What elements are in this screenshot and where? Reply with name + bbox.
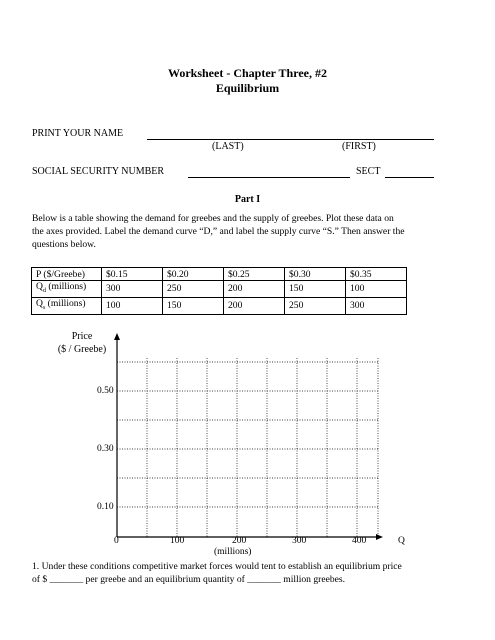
worksheet-subtitle: Equilibrium	[215, 81, 280, 95]
table-cell: $0.30	[285, 268, 346, 281]
table-cell: 150	[163, 297, 224, 314]
axes	[114, 333, 383, 540]
question-1	[32, 560, 465, 586]
y-axis-arrow-icon	[114, 333, 120, 340]
x-axis-unit: (millions)	[214, 547, 252, 557]
table-cell: 250	[285, 297, 346, 314]
table-cell: 100	[346, 281, 407, 298]
table-cell: 200	[224, 297, 285, 314]
table-cell: 100	[102, 297, 163, 314]
table-cell: $0.20	[163, 268, 224, 281]
y-axis-unit: ($ / Greebe)	[57, 344, 107, 355]
instructions-line-1: Below is a table showing the demand for greebes and the supply of greebes. Plot these data on	[32, 213, 394, 224]
first-name-caption: (FIRST)	[342, 141, 376, 152]
name-label: PRINT YOUR NAME	[32, 128, 124, 139]
table-cell: $0.35	[346, 268, 407, 281]
sect-label: SECT	[356, 166, 381, 177]
x-tick-label: 300	[292, 536, 307, 546]
table-cell: 200	[224, 281, 285, 298]
row-label-sub: d	[42, 287, 46, 294]
instructions-line-3: questions below.	[32, 239, 96, 250]
table-cell: $0.25	[224, 268, 285, 281]
part-heading: Part I	[234, 194, 261, 205]
last-name-caption: (LAST)	[212, 141, 244, 152]
table-cell: 300	[102, 281, 163, 298]
y-axis-title: Price	[71, 331, 93, 342]
row-label-rest: (millions)	[45, 297, 86, 309]
y-tick-label: 0.50	[97, 386, 114, 396]
row-label-sub: s	[42, 304, 46, 311]
x-tick-label: 200	[232, 536, 247, 546]
x-tick-label: 0	[114, 536, 119, 546]
grid-lines	[117, 358, 378, 537]
y-tick-label: 0.30	[97, 444, 114, 454]
y-tick-label: 0.10	[97, 502, 114, 512]
question-line-2[interactable]: of $ _______ per greebe and an equilibrium quantity of _______ million greebes.	[32, 574, 346, 585]
row-label-rest: (millions)	[45, 281, 87, 292]
instructions-line-2: the axes provided. Label the demand curve “D,” and label the supply curve “S.” Then answer the	[32, 226, 405, 237]
ssn-label: SOCIAL SECURITY NUMBER	[32, 166, 165, 177]
x-tick-label: 400	[352, 536, 367, 546]
row-label: P ($/Greebe)	[32, 268, 102, 281]
table-cell: 300	[346, 297, 407, 314]
worksheet-title: Worksheet - Chapter Three, #2	[168, 66, 327, 80]
x-axis-arrow-icon	[376, 534, 383, 540]
x-axis-label: Q	[398, 536, 405, 546]
question-line-1: 1. Under these conditions competitive market forces would tent to establish an equilibrium price	[32, 561, 402, 572]
table-cell: 150	[285, 281, 346, 298]
table-cell: $0.15	[102, 268, 163, 281]
row-label-main: Q	[36, 281, 43, 292]
table-cell: 250	[163, 281, 224, 298]
x-tick-label: 100	[170, 536, 185, 546]
row-label-main: Q	[36, 297, 43, 309]
